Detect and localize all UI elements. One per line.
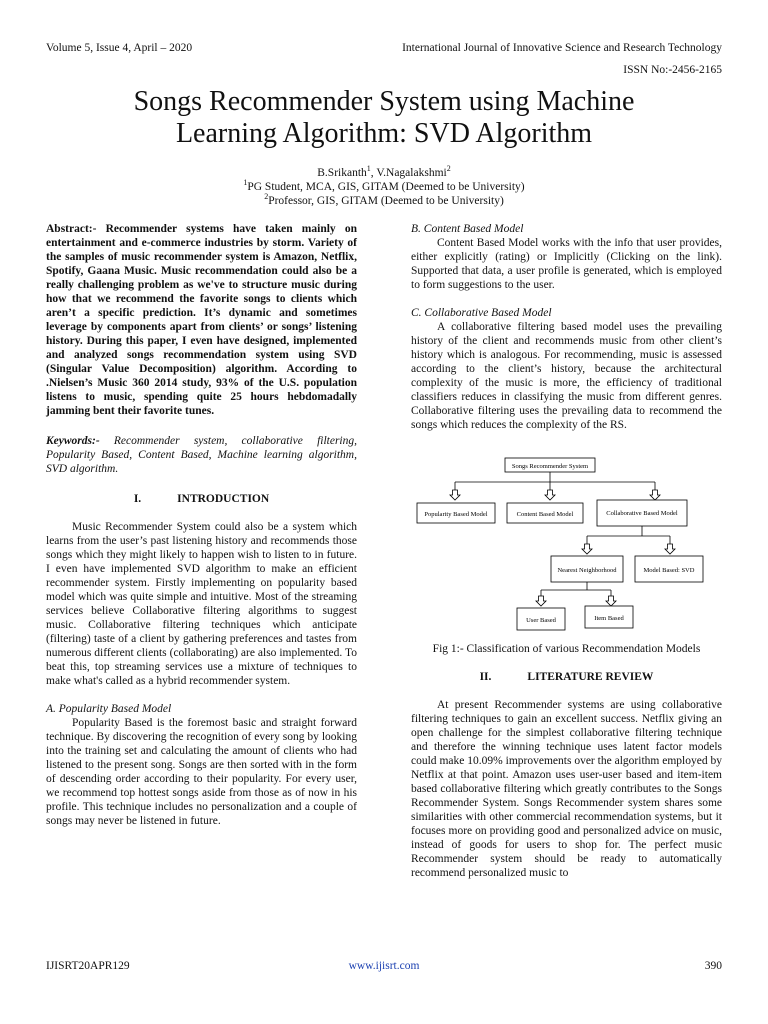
literature-paragraph: At present Recommender systems are using collaborative filtering techniques to gain an excellent success. Netflix giving an open challenge for the simplest collaborative filtering technique and therefore the winning technique uses latent factor models could make 10.09% improvements over the algorithm employed by Netflix at that point. Amazon uses user-user based and item-item based collaborative filtering which greatly contributes to the Songs Recommender System. Songs Recommender system shares some similarities with other commercial recommendation systems, but it focuses more on providing good and personalized advice on music, instead of goods for users to shop for. The perfect music Recommender system should be ready to automatically recommend personalized music to	[411, 699, 722, 879]
svg-text:Nearest Neighborhood: Nearest Neighborhood	[557, 567, 617, 574]
title-line-1: Songs Recommender System using Machine	[133, 86, 635, 117]
keywords: Keywords:- Recommender system, collaborative filtering, Popularity Based, Content Based, Machine learning algorithm, SVD algorithm.	[46, 435, 357, 475]
svg-text:Collaborative Based Model: Collaborative Based Model	[606, 510, 678, 517]
svg-text:Popularity Based Model: Popularity Based Model	[424, 511, 488, 518]
header-issn: ISSN No:-2456-2165	[623, 64, 722, 76]
affiliation-2: $^2$Professor, GIS, GITAM (Deemed to be University)	[264, 192, 504, 207]
subsection-c-title: C. Collaborative Based Model	[411, 307, 552, 319]
author-2: V.Nagalakshmi	[376, 167, 447, 179]
svg-text:Item Based: Item Based	[594, 615, 624, 622]
right-column	[411, 222, 722, 880]
svg-text:Content Based Model: Content Based Model	[516, 511, 574, 518]
svg-text:User Based: User Based	[526, 617, 556, 624]
authors-line: B.Srikanth$^1$, V.Nagalakshmi$^2$	[317, 164, 451, 179]
section-2-heading: II. LITERATURE REVIEW	[479, 671, 654, 683]
subsection-b-title: B. Content Based Model	[411, 223, 524, 235]
node-root-label: Songs Recommender System	[511, 463, 589, 470]
subsection-c-text: A collaborative filtering based model uses the prevailing history of the client and recommends music from other client’s history which is analogous. For recommending, music is assessed according to the client’s history, because the architectural complexity of the music is more, the efficiency of traditional classifiers reduces in classifying the music from different genres. Collaborative filtering uses the prevailing data to recommend the songs which reduces the complexity of the RS.	[411, 321, 722, 431]
footer-paper-id: IJISRT20APR129	[46, 960, 130, 972]
header-volume: Volume 5, Issue 4, April – 2020	[46, 42, 193, 54]
section-1-heading: I. INTRODUCTION	[133, 493, 270, 505]
figure-1-diagram	[415, 448, 722, 634]
left-column	[46, 222, 357, 828]
author-1-sup: 1	[366, 164, 371, 174]
paper-title	[0, 86, 768, 150]
subsection-a-text: Popularity Based is the foremost basic and straight forward technique. By discovering the recognition of every song by looking into the training set and calculating the amount of clients who had listened to the present song. Songs are then sorted with in the form of descending order according to their popularity. For every user, we recommend top hottest songs aside from those as of now in his profile. This technique includes no personalization and a couple of songs may never be listened in future.	[46, 717, 357, 827]
affiliation-1: $^1$PG Student, MCA, GIS, GITAM (Deemed to be University)	[243, 178, 525, 193]
svg-text:Model Based: SVD: Model Based: SVD	[643, 567, 695, 574]
intro-paragraph: Music Recommender System could also be a system which learns from the user’s past listening history and recommends those songs which they might likely to happen wish to listen to in future. I even have implemented SVD algorithm to make an efficient recommender system. Firstly implementing on popularity based model which was quite simple and intuitive. Most of the streaming services believe Collaborative filtering algorithms to suggest music. Collaborative filtering techniques which anticipate (filtering) taste of a client by gathering preferences and tastes from numerous different clients (collaborating) are also implemented. To beat this, top streaming services use a mixture of techniques to make what's called as a hybrid recommender system.	[46, 521, 357, 687]
subsection-a-title: A. Popularity Based Model	[46, 703, 172, 715]
footer-website-wrap	[0, 960, 768, 972]
abstract: Abstract:- Recommender systems have taken mainly on entertainment and e-commerce industries by storm. Variety of the samples of music recommender system is Amazon, Netflix, Spotify, Gaana Music. Music recommendation could also be a really challenging problem as we've to structure music during how that we recommend the favorite songs to clients which aren’t a specific prediction. It’s dynamic and sometimes leverage by components apart from clients’ or songs’ listening history. During this paper, I even have designed, implemented and analyzed songs recommendation system using SVD (Singular Value Decomposition) algorithm. According to .Nielsen’s Music 360 2014 study, 93% of the U.S. population listens to music, spending quite 25 hours hebdomadally jamming bent their favorite tunes.	[46, 223, 357, 417]
footer-website-link[interactable]: www.ijisrt.com	[348, 960, 420, 972]
figure-1-caption: Fig 1:- Classification of various Recommendation Models	[432, 643, 701, 655]
footer-page-number: 390	[704, 960, 722, 972]
author-1: B.Srikanth	[317, 167, 367, 179]
title-line-2: Learning Algorithm: SVD Algorithm	[175, 118, 593, 149]
author-2-sup: 2	[446, 164, 451, 174]
subsection-b-text: Content Based Model works with the info that user provides, either explicitly (rating) or Implicitly (Clicking on the link). Supported that data, a user profile is generated, which is employed to form suggestions to the user.	[411, 237, 722, 291]
header-journal: International Journal of Innovative Science and Research Technology	[402, 42, 722, 54]
